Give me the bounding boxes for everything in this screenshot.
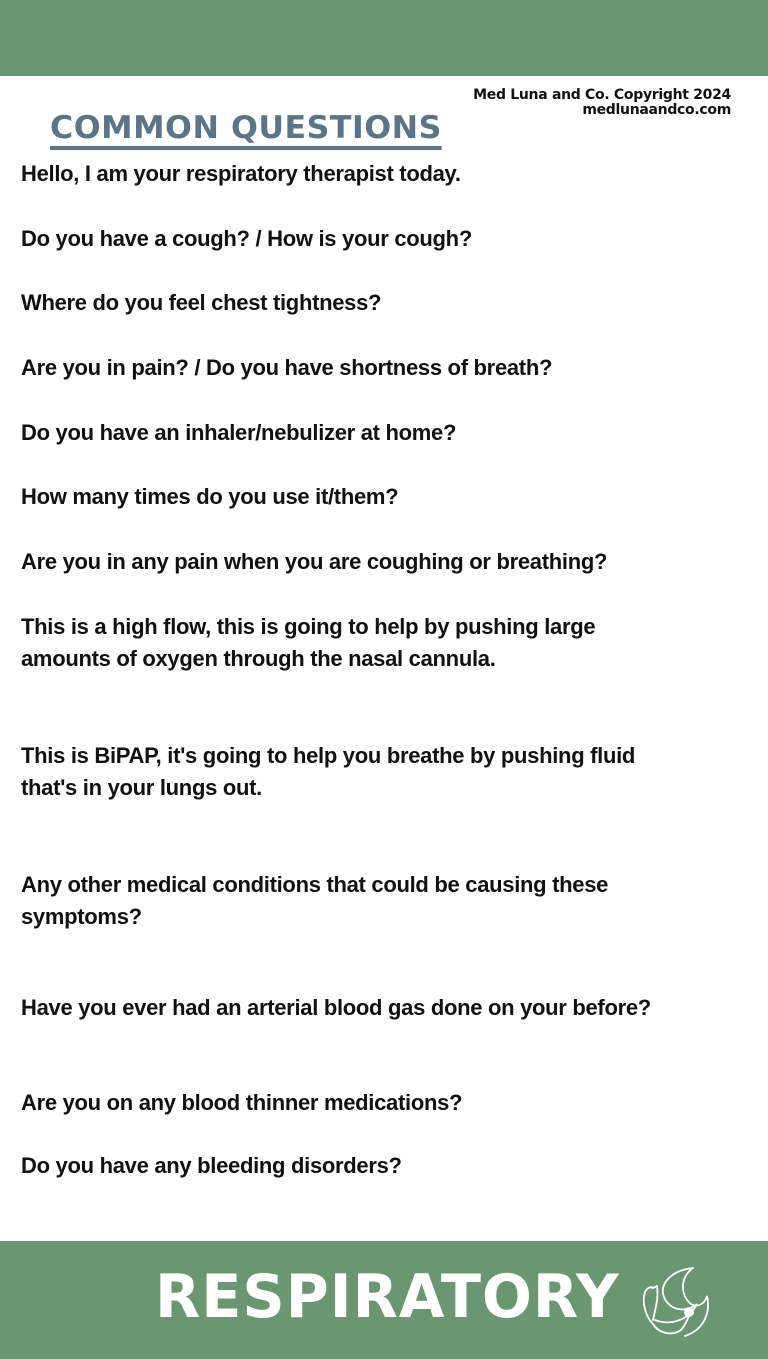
question-item: This is a high flow, this is going to help by pushing large amounts of oxygen through the nasal cannula. (21, 614, 596, 671)
question-item: Do you have any bleeding disorders? (21, 1153, 402, 1178)
footer-title: RESPIRATORY (155, 1262, 620, 1332)
question-item: Where do you feel chest tightness? (21, 290, 382, 315)
copyright-line: Med Luna and Co. Copyright 2024 (473, 87, 731, 103)
website-url: medlunaandco.com (582, 102, 731, 118)
question-item: Are you on any blood thinner medications? (21, 1090, 463, 1115)
copyright-notice (473, 88, 731, 118)
question-item: Do you have an inhaler/nebulizer at home? (21, 420, 457, 445)
stethoscope-moon-icon (633, 1264, 715, 1340)
question-item: This is BiPAP, it's going to help you breathe by pushing fluid that's in your lungs out. (21, 743, 636, 800)
question-item: Are you in pain? / Do you have shortness of breath? (21, 355, 553, 380)
question-item: Have you ever had an arterial blood gas done on your before? (21, 995, 651, 1020)
page-title: COMMON QUESTIONS (50, 110, 442, 150)
question-item: Hello, I am your respiratory therapist today. (21, 161, 461, 186)
question-item: Do you have a cough? / How is your cough? (21, 226, 472, 251)
question-item: Are you in any pain when you are coughing or breathing? (21, 549, 608, 574)
question-item: How many times do you use it/them? (21, 484, 399, 509)
top-banner (0, 0, 768, 76)
question-item: Any other medical conditions that could be causing these symptoms? (21, 872, 609, 929)
